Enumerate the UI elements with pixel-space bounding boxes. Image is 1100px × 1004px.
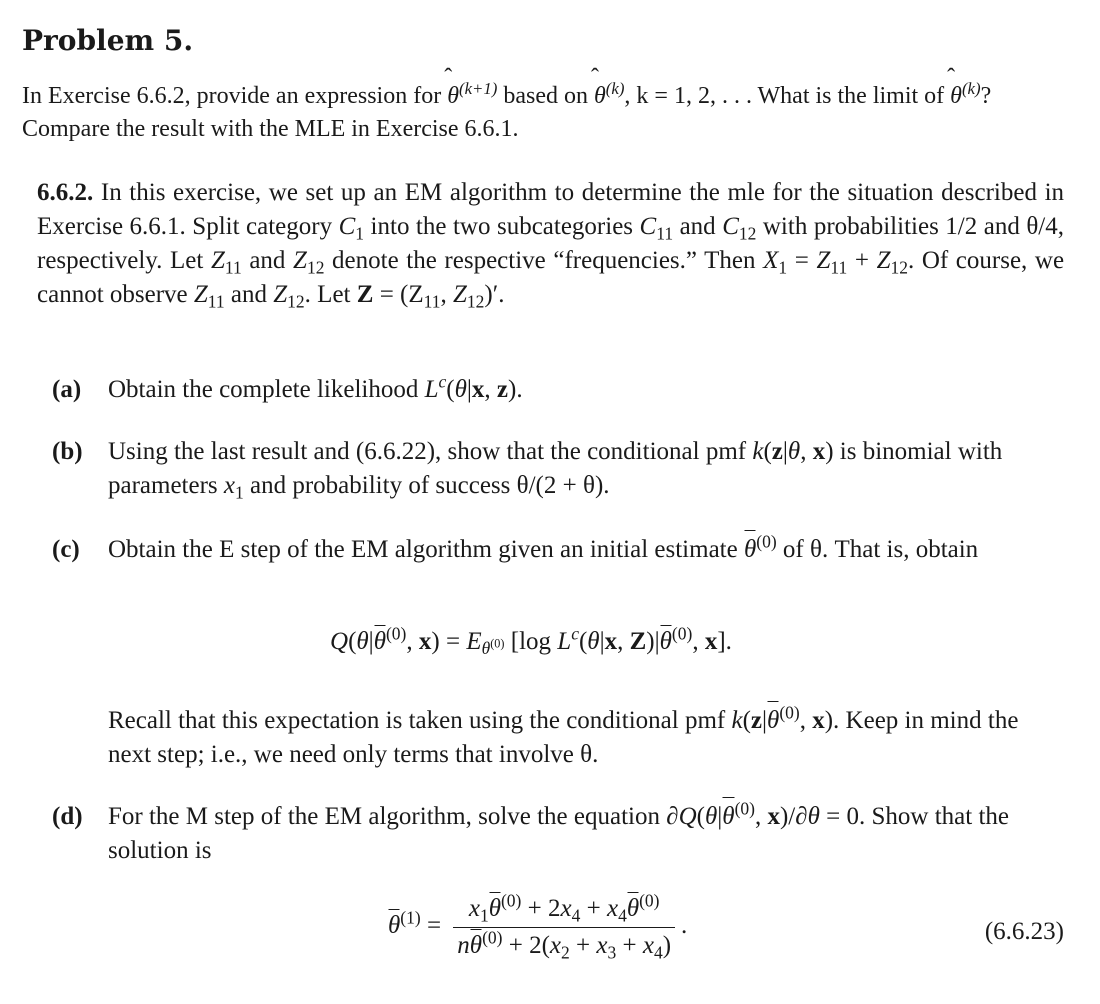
exercise-text-1: In this exercise, we set up an EM algorithm to determine the mle for the situation described in Exercise 6.6.1. Split category: [37, 179, 1065, 240]
solution-fraction: $\frac{x_1\theta^{(0)} + 2x_4 + x_4\theta^{(0)}}{n\theta^{(0)} + 2(x_2 + x_3 + x_4)}$: [453, 895, 675, 960]
part-d-label: (d): [52, 803, 83, 830]
part-c-text-4: Keep in mind the next step; i.e., we need only terms that involve θ.: [108, 707, 1019, 768]
part-d: (d) For the M step of the EM algorithm, solve the equation $\partial Q(\theta|\theta^{(0)}$, x)/∂θ = 0. Show that the solution is: [52, 798, 1009, 864]
exercise-text-2: into the two subcategories: [370, 213, 634, 240]
part-b-text-1: Using the last result and (6.6.22), show that the conditional pmf: [108, 438, 747, 465]
exercise-text-3: and: [679, 213, 716, 240]
part-c-text-1: Obtain the E step of the EM algorithm given an initial estimate: [108, 536, 738, 563]
part-a-text: Obtain the complete likelihood: [108, 376, 419, 403]
part-c: (c) Obtain the E step of the EM algorithm given an initial estimate $\theta^{(0)}$ of θ. That is, obtain: [52, 533, 1064, 567]
exercise-text-4: with probabilities 1/2 and θ/4, respectively. Let: [37, 213, 1064, 274]
problem-statement: In Exercise 6.6.2, provide an expression for ̂ $\theta^{(k+1)}$ based on ̂ $\theta^{(k)}$, k = 1, 2, . . . What is the limit of ̂ $\theta^{(k)}$? Compare the result with the MLE in Exercise 6.6.1.: [22, 80, 1084, 146]
part-c-note: Recall that this expectation is taken using the conditional pmf $k(z|\theta^{(0)}$, x). Keep in mind the next step; i.e., we need only terms that involve θ.: [108, 702, 1019, 768]
intro-text-2: based on: [503, 83, 588, 109]
problem-title: Problem 5.: [22, 24, 194, 57]
part-b-label: (b): [52, 438, 83, 465]
exercise-6-6-2: 6.6.2. In this exercise, we set up an EM algorithm to determine the mle for the situation described in Exercise 6.6.1. Split category $C_1$ into the two subcategories $C_{11}$ and $C_{12}$ with probabilities 1/2 and θ/4, respectively. Let $Z_{11}$ and $Z_{12}$ denote the respective “frequencies.” Then $X_1 = Z_{11} + Z_{12}$. Of course, we cannot observe $Z_{11}$ and $Z_{12}$. Let $Z = (Z_{11}$, $Z_{12})'$.: [37, 179, 1065, 312]
part-d-text-2: Show that the solution is: [108, 803, 1009, 864]
part-a-label: (a): [52, 376, 82, 403]
exercise-text-8: and: [230, 281, 268, 308]
exercise-text-6: denote the respective “frequencies.” Then: [332, 247, 756, 274]
part-c-text-3: Recall that this expectation is taken using the conditional pmf: [108, 707, 726, 734]
part-c-text-2: of θ. That is, obtain: [782, 536, 979, 563]
intro-text-4: ? Compare the result with the MLE in Exercise 6.6.1.: [22, 83, 992, 142]
part-b-text-2: is binomial with parameters: [108, 438, 1003, 499]
intro-text-1: In Exercise 6.6.2, provide an expression for: [22, 83, 442, 109]
part-d-text-1: For the M step of the EM algorithm, solve the equation: [108, 803, 660, 830]
e-step-equation: $Q(\theta|\theta^{(0)}$, $x) = E_{\theta^{(0)}}$ [log $L^c(\theta|x$, $Z)|\theta^{(0)}$, x].: [330, 623, 732, 659]
exercise-text-7: Of course, we cannot observe: [37, 247, 1065, 308]
exercise-text-5: and: [249, 247, 286, 274]
m-step-equation: $\theta^{(1)}$ = $\frac{x_1\theta^{(0)} + 2x_4 + x_4\theta^{(0)}}{n\theta^{(0)} + 2(x_2 + x_3 + x_4)}$ .: [388, 890, 688, 963]
part-b-text-3: and probability of success θ/(2 + θ).: [250, 472, 610, 499]
exercise-text-9: . Let: [304, 281, 351, 308]
part-c-label: (c): [52, 536, 80, 563]
part-b: (b) Using the last result and (6.6.22), show that the conditional pmf k(z|θ, x) is binomial with parameters $x_1$ and probability of success θ/(2 + θ).: [52, 435, 1064, 503]
intro-text-3: , k = 1, 2, . . . What is the limit of: [624, 83, 945, 109]
part-a: (a) Obtain the complete likelihood $L^c(\theta|x$, z).: [52, 373, 1064, 407]
exercise-text-10: = (Z: [379, 281, 424, 308]
exercise-text-11: )′.: [484, 281, 505, 308]
equation-number: (6.6.23): [984, 918, 1064, 945]
exercise-number: 6.6.2.: [37, 179, 94, 206]
